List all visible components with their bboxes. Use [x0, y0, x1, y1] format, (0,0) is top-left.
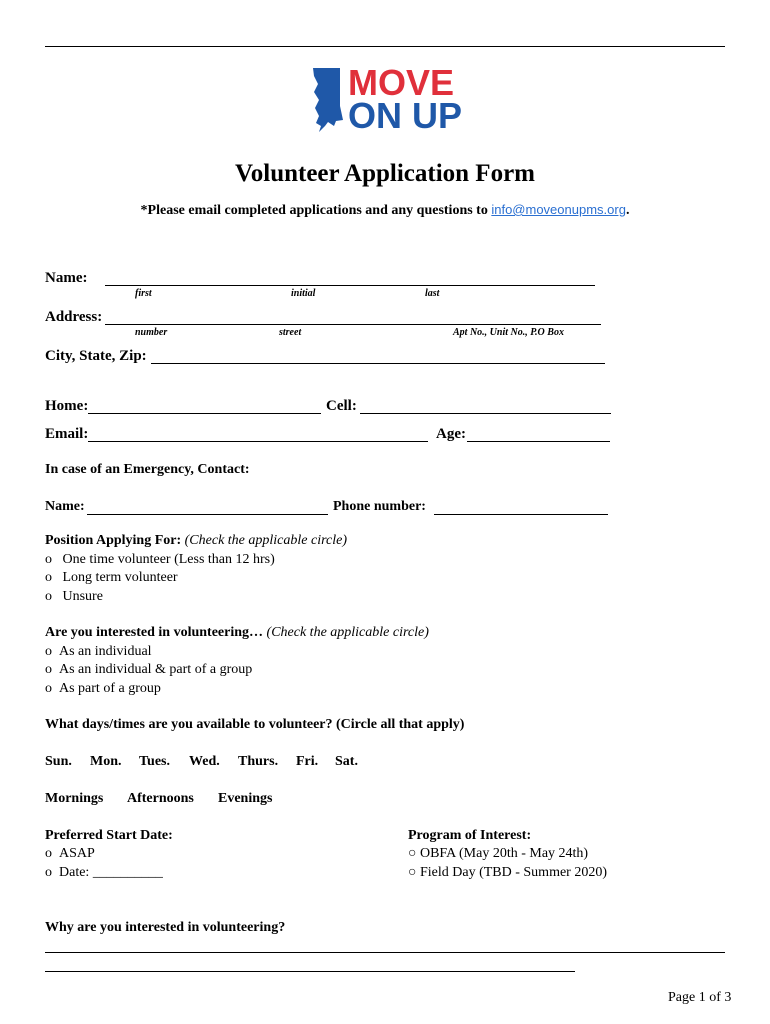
program-obfa-label: OBFA (May 20th - May 24th) [419, 846, 589, 861]
name-sub-initial: initial [291, 288, 316, 299]
day-tues[interactable]: Tues. [139, 754, 171, 769]
start-date-circle-2[interactable]: o [45, 865, 52, 880]
availability-question: What days/times are you available to volunteer? (Circle all that apply) [45, 717, 465, 732]
position-option-1-label: One time volunteer (Less than 12 hrs) [62, 552, 275, 567]
start-date-asap-label: ASAP [59, 846, 95, 861]
interest-option-2[interactable] [45, 662, 252, 678]
name-field[interactable] [105, 285, 595, 286]
email-link[interactable]: info@moveonupms.org [491, 202, 626, 217]
interest-option-3-label: As part of a group [59, 681, 161, 696]
age-field[interactable] [467, 441, 610, 442]
email-note-text: *Please email completed applications and any questions to [140, 203, 492, 218]
interest-option-1[interactable] [45, 644, 152, 660]
position-label: Position Applying For: [45, 533, 182, 548]
logo-line-move: MOVE [348, 62, 455, 103]
position-option-3[interactable] [45, 589, 103, 605]
position-hint: (Check the applicable circle) [184, 533, 347, 548]
interest-heading [45, 625, 429, 641]
day-wed[interactable]: Wed. [189, 754, 220, 769]
city-field[interactable] [151, 363, 605, 364]
top-rule [45, 46, 725, 47]
address-field[interactable] [105, 324, 601, 325]
program-option-obfa[interactable] [408, 846, 588, 862]
email-field[interactable] [88, 441, 428, 442]
day-thurs[interactable]: Thurs. [238, 754, 279, 769]
home-field[interactable] [88, 413, 321, 414]
start-date-date-label: Date: __________ [59, 865, 163, 880]
emergency-name-field[interactable] [87, 514, 328, 515]
position-option-2-label: Long term volunteer [62, 570, 178, 585]
email-note [0, 202, 770, 219]
interest-option-1-label: As an individual [59, 644, 152, 659]
emergency-phone-label: Phone number: [333, 499, 426, 514]
interest-option-2-label: As an individual & part of a group [59, 662, 253, 677]
address-sub-number: number [135, 327, 168, 338]
interest-hint: (Check the applicable circle) [266, 625, 429, 640]
logo-line-on-up: ON UP [348, 95, 463, 136]
start-date-label: Preferred Start Date: [45, 828, 173, 843]
address-label: Address: [45, 309, 103, 325]
name-sub-first: first [135, 288, 152, 299]
day-sun[interactable]: Sun. [45, 754, 72, 769]
email-label: Email: [45, 426, 89, 442]
page-title: Volunteer Application Form [234, 160, 535, 187]
program-circle-2[interactable]: ○ [408, 865, 417, 880]
name-sub-last: last [425, 288, 440, 299]
time-mornings[interactable]: Mornings [45, 791, 104, 806]
program-label: Program of Interest: [408, 828, 532, 843]
why-question: Why are you interested in volunteering? [45, 920, 286, 935]
program-circle-1[interactable]: ○ [408, 846, 417, 861]
program-field-day-label: Field Day (TBD - Summer 2020) [419, 865, 607, 880]
position-option-1[interactable] [45, 552, 275, 568]
start-date-option-date[interactable] [45, 865, 163, 881]
day-fri[interactable]: Fri. [296, 754, 319, 769]
position-heading [45, 533, 347, 549]
position-option-2[interactable] [45, 570, 178, 586]
name-label: Name: [45, 270, 88, 286]
time-afternoons[interactable]: Afternoons [127, 791, 194, 806]
interest-label: Are you interested in volunteering… [45, 625, 264, 640]
page-number: Page 1 of 3 [668, 990, 732, 1005]
cell-label: Cell: [326, 398, 357, 414]
start-date-circle-1[interactable]: o [45, 846, 52, 861]
program-option-field-day[interactable] [408, 865, 607, 881]
position-circle-2[interactable]: o [45, 570, 52, 585]
start-date-option-asap[interactable] [45, 846, 95, 862]
position-circle-1[interactable]: o [45, 552, 52, 567]
cell-field[interactable] [360, 413, 611, 414]
city-label: City, State, Zip: [45, 348, 147, 364]
address-sub-apt: Apt No., Unit No., P.O Box [453, 327, 564, 338]
day-mon[interactable]: Mon. [90, 754, 122, 769]
why-answer-line-1[interactable] [45, 952, 725, 953]
day-sat[interactable]: Sat. [335, 754, 358, 769]
emergency-name-label: Name: [45, 499, 85, 514]
mississippi-state-icon [310, 66, 348, 134]
emergency-heading: In case of an Emergency, Contact: [45, 462, 250, 477]
address-sub-street: street [279, 327, 302, 338]
why-answer-line-2[interactable] [45, 971, 575, 972]
emergency-phone-field[interactable] [434, 514, 608, 515]
interest-circle-3[interactable]: o [45, 681, 52, 696]
interest-option-3[interactable] [45, 681, 161, 697]
position-option-3-label: Unsure [62, 589, 103, 604]
time-evenings[interactable]: Evenings [218, 791, 273, 806]
age-label: Age: [436, 426, 466, 442]
email-note-end: . [625, 203, 630, 218]
move-on-up-logo [310, 62, 463, 136]
home-label: Home: [45, 398, 89, 414]
position-circle-3[interactable]: o [45, 589, 52, 604]
interest-circle-1[interactable]: o [45, 644, 52, 659]
interest-circle-2[interactable]: o [45, 662, 52, 677]
